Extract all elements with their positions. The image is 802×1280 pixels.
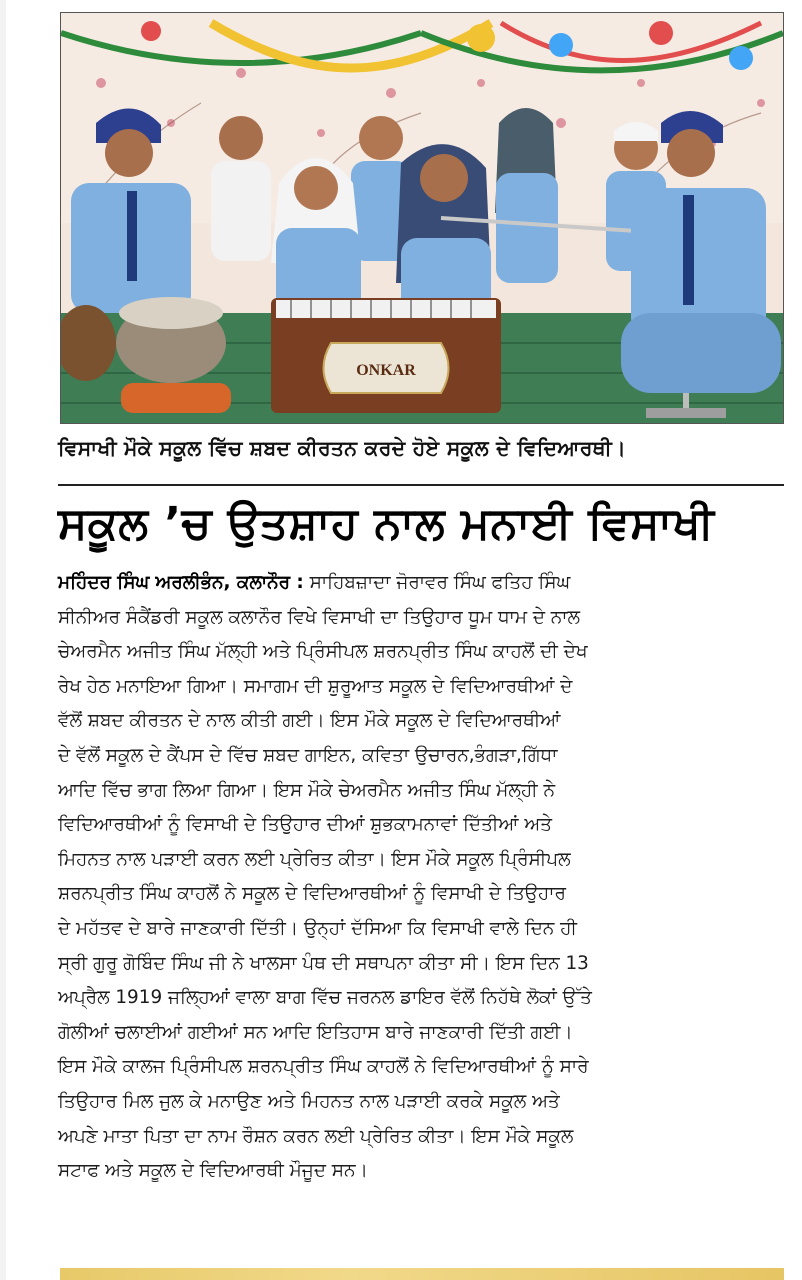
- article-line: ਰੇਖ ਹੇਠ ਮਨਾਇਆ ਗਿਆ। ਸਮਾਗਮ ਦੀ ਸ਼ੁਰੂਆਤ ਸਕੂਲ ਦੇ ਵਿਦਿਆਰਥੀਆਂ ਦੇ: [58, 675, 573, 697]
- byline: ਮਹਿੰਦਰ ਸਿੰਘ ਅਰਲੀਭੰਨ, ਕਲਾਨੌਰ :: [58, 572, 304, 593]
- article-line: ਸ਼ਰਨਪ੍ਰੀਤ ਸਿੰਘ ਕਾਹਲੋਂ ਨੇ ਸਕੂਲ ਦੇ ਵਿਦਿਆਰਥੀਆਂ ਨੂੰ ਵਿਸਾਖੀ ਦੇ ਤਿਉਹਾਰ: [58, 883, 566, 905]
- harmonium-label: ONKAR: [356, 362, 416, 379]
- article-line: ਚੇਅਰਮੈਨ ਅਜੀਤ ਸਿੰਘ ਮੱਲ੍ਹੀ ਅਤੇ ਪ੍ਰਿੰਸੀਪਲ ਸ਼ਰਨਪ੍ਰੀਤ ਸਿੰਘ ਕਾਹਲੋਂ ਦੀ ਦੇਖ: [58, 641, 588, 663]
- article-line: ਸੀਨੀਅਰ ਸੰਕੈਂਡਰੀ ਸਕੂਲ ਕਲਾਨੌਰ ਵਿਖੇ ਵਿਸਾਖੀ ਦਾ ਤਿਉਹਾਰ ਧੂਮ ਧਾਮ ਦੇ ਨਾਲ: [58, 606, 580, 628]
- article-line: ਮਿਹਨਤ ਨਾਲ ਪੜਾਈ ਕਰਨ ਲਈ ਪ੍ਰੇਰਿਤ ਕੀਤਾ। ਇਸ ਮੌਕੇ ਸਕੂਲ ਪ੍ਰਿੰਸੀਪਲ: [58, 848, 571, 870]
- article-line: ਦੇ ਵੱਲੋਂ ਸਕੂਲ ਦੇ ਕੈਂਪਸ ਦੇ ਵਿੱਚ ਸ਼ਬਦ ਗਾਇਨ, ਕਵਿਤਾ ਉਚਾਰਨ,ਭੰਗੜਾ,ਗਿੱਧਾ: [58, 744, 558, 766]
- article-body: [58, 566, 788, 1189]
- news-photo: [60, 12, 784, 424]
- article-line: ਦੇ ਮਹੱਤਵ ਦੇ ਬਾਰੇ ਜਾਣਕਾਰੀ ਦਿੱਤੀ। ਉਨ੍ਹਾਂ ਦੱਸਿਆ ਕਿ ਵਿਸਾਖੀ ਵਾਲੇ ਦਿਨ ਹੀ: [58, 917, 577, 939]
- article-line: ਗੋਲੀਆਂ ਚਲਾਈਆਂ ਗਈਆਂ ਸਨ ਆਦਿ ਇਤਿਹਾਸ ਬਾਰੇ ਜਾਣਕਾਰੀ ਦਿੱਤੀ ਗਈ।: [58, 1021, 573, 1043]
- article-line: ਵਿਦਿਆਰਥੀਆਂ ਨੂੰ ਵਿਸਾਖੀ ਦੇ ਤਿਉਹਾਰ ਦੀਆਂ ਸ਼ੁਭਕਾਮਨਾਵਾਂ ਦਿੱਤੀਆਂ ਅਤੇ: [58, 814, 552, 836]
- article-line-text: ਸਾਹਿਬਜ਼ਾਦਾ ਜੋਰਾਵਰ ਸਿੰਘ ਫਤਿਹ ਸਿੰਘ: [309, 572, 571, 593]
- article-line: ਸ੍ਰੀ ਗੁਰੂ ਗੋਬਿੰਦ ਸਿੰਘ ਜੀ ਨੇ ਖਾਲਸਾ ਪੰਥ ਦੀ ਸਥਾਪਨਾ ਕੀਤਾ ਸੀ। ਇਸ ਦਿਨ 13: [58, 952, 589, 974]
- divider: [58, 484, 784, 486]
- article-line: [58, 566, 788, 601]
- article-line: ਵੱਲੋਂ ਸ਼ਬਦ ਕੀਰਤਨ ਦੇ ਨਾਲ ਕੀਤੀ ਗਈ। ਇਸ ਮੌਕੇ ਸਕੂਲ ਦੇ ਵਿਦਿਆਰਥੀਆਂ: [58, 710, 561, 732]
- article-line: ਅਪਣੇ ਮਾਤਾ ਪਿਤਾ ਦਾ ਨਾਮ ਰੌਸ਼ਨ ਕਰਨ ਲਈ ਪ੍ਰੇਰਿਤ ਕੀਤਾ। ਇਸ ਮੌਕੇ ਸਕੂਲ: [58, 1125, 574, 1147]
- next-article-edge: [60, 1268, 784, 1280]
- article-headline: ਸਕੂਲ ’ਚ ਉਤਸ਼ਾਹ ਨਾਲ ਮਨਾਈ ਵਿਸਾਖੀ: [58, 498, 715, 549]
- page-edge: [0, 0, 6, 1280]
- article-line: ਆਦਿ ਵਿੱਚ ਭਾਗ ਲਿਆ ਗਿਆ। ਇਸ ਮੌਕੇ ਚੇਅਰਮੈਨ ਅਜੀਤ ਸਿੰਘ ਮੱਲ੍ਹੀ ਨੇ: [58, 779, 555, 801]
- article-line: ਇਸ ਮੌਕੇ ਕਾਲਜ ਪ੍ਰਿੰਸੀਪਲ ਸ਼ਰਨਪ੍ਰੀਤ ਸਿੰਘ ਕਾਹਲੋਂ ਨੇ ਵਿਦਿਆਰਥੀਆਂ ਨੂੰ ਸਾਰੇ: [58, 1056, 589, 1078]
- article-line: ਤਿਉਹਾਰ ਮਿਲ ਜੁਲ ਕੇ ਮਨਾਉਣ ਅਤੇ ਮਿਹਨਤ ਨਾਲ ਪੜਾਈ ਕਰਕੇ ਸਕੂਲ ਅਤੇ: [58, 1090, 560, 1112]
- photo-caption: ਵਿਸਾਖੀ ਮੌਕੇ ਸਕੂਲ ਵਿੱਚ ਸ਼ਬਦ ਕੀਰਤਨ ਕਰਦੇ ਹੋਏ ਸਕੂਲ ਦੇ ਵਿਦਿਆਰਥੀ।: [58, 436, 627, 460]
- article-line: ਅਪ੍ਰੈਲ 1919 ਜਲ੍ਹਿਆਂ ਵਾਲਾ ਬਾਗ ਵਿੱਚ ਜਰਨਲ ਡਾਇਰ ਵੱਲੋਂ ਨਿਹੱਥੇ ਲੋਕਾਂ ਉੱਤੇ: [58, 987, 592, 1009]
- article-line: ਸਟਾਫ ਅਤੇ ਸਕੂਲ ਦੇ ਵਿਦਿਆਰਥੀ ਮੌਜੂਦ ਸਨ।: [58, 1160, 368, 1182]
